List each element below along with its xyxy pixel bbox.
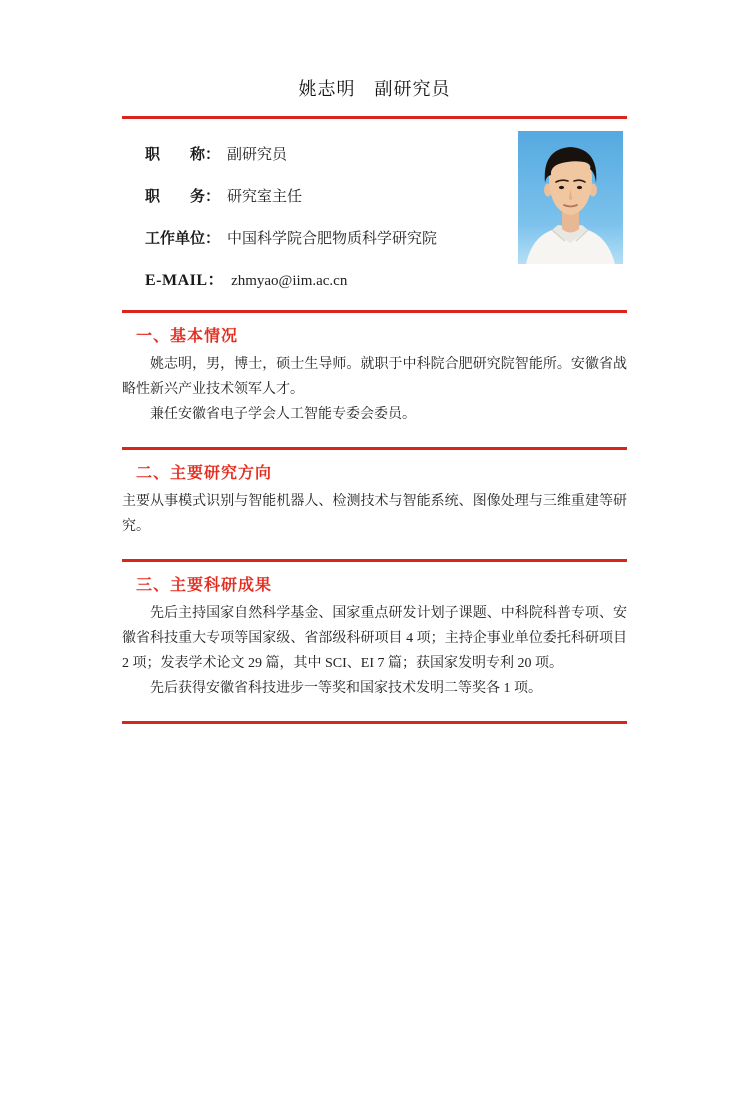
paragraph: 姚志明，男，博士，硕士生导师。就职于中科院合肥研究院智能所。安徽省战略性新兴产业技术领军人才。: [122, 357, 627, 397]
field-label: 工作单位：: [145, 230, 221, 247]
section-research-achievements: [122, 576, 627, 701]
section-body: [122, 489, 627, 539]
paragraph: 先后获得安徽省科技进步一等奖和国家技术发明二等奖各 1 项。: [150, 681, 542, 696]
field-label: 职 务：: [145, 188, 221, 205]
page-title: 姚志明 副研究员: [298, 79, 451, 99]
paragraph: 主要从事模式识别与智能机器人、检测技术与智能系统、图像处理与三维重建等研究。: [122, 494, 627, 534]
section-body: [122, 352, 627, 427]
section-heading: 二、主要研究方向: [136, 465, 273, 482]
section-heading: 三、主要科研成果: [136, 577, 273, 594]
field-value: 中国科学院合肥物质科学研究院: [227, 230, 438, 247]
field-row-email: [145, 271, 627, 291]
section-divider: [122, 310, 627, 313]
profile-photo-image: [518, 131, 623, 264]
profile-page: [122, 76, 627, 724]
profile-info-block: [122, 119, 627, 310]
section-divider: [122, 559, 627, 562]
section-basic-info: [122, 327, 627, 427]
bottom-divider: [122, 721, 627, 724]
section-divider: [122, 447, 627, 450]
section-heading: 一、基本情况: [136, 328, 239, 345]
field-value: 副研究员: [227, 146, 288, 163]
email-value: zhmyao@iim.ac.cn: [231, 273, 348, 289]
paragraph: 先后主持国家自然科学基金、国家重点研发计划子课题、中科院科普专项、安徽省科技重大专项等国家级、省部级科研项目 4 项；主持企事业单位委托科研项目 2 项；发表学术论文 29 篇，其中 SCI、EI 7 篇；获国家发明专利 20 项。: [122, 606, 627, 671]
section-research-directions: [122, 464, 627, 539]
field-label: E-MAIL：: [145, 272, 225, 289]
paragraph: 兼任安徽省电子学会人工智能专委会委员。: [150, 407, 416, 422]
section-body: [122, 601, 627, 701]
profile-photo: [518, 131, 623, 264]
field-value: 研究室主任: [227, 188, 303, 205]
field-label: 职 称：: [145, 146, 221, 163]
